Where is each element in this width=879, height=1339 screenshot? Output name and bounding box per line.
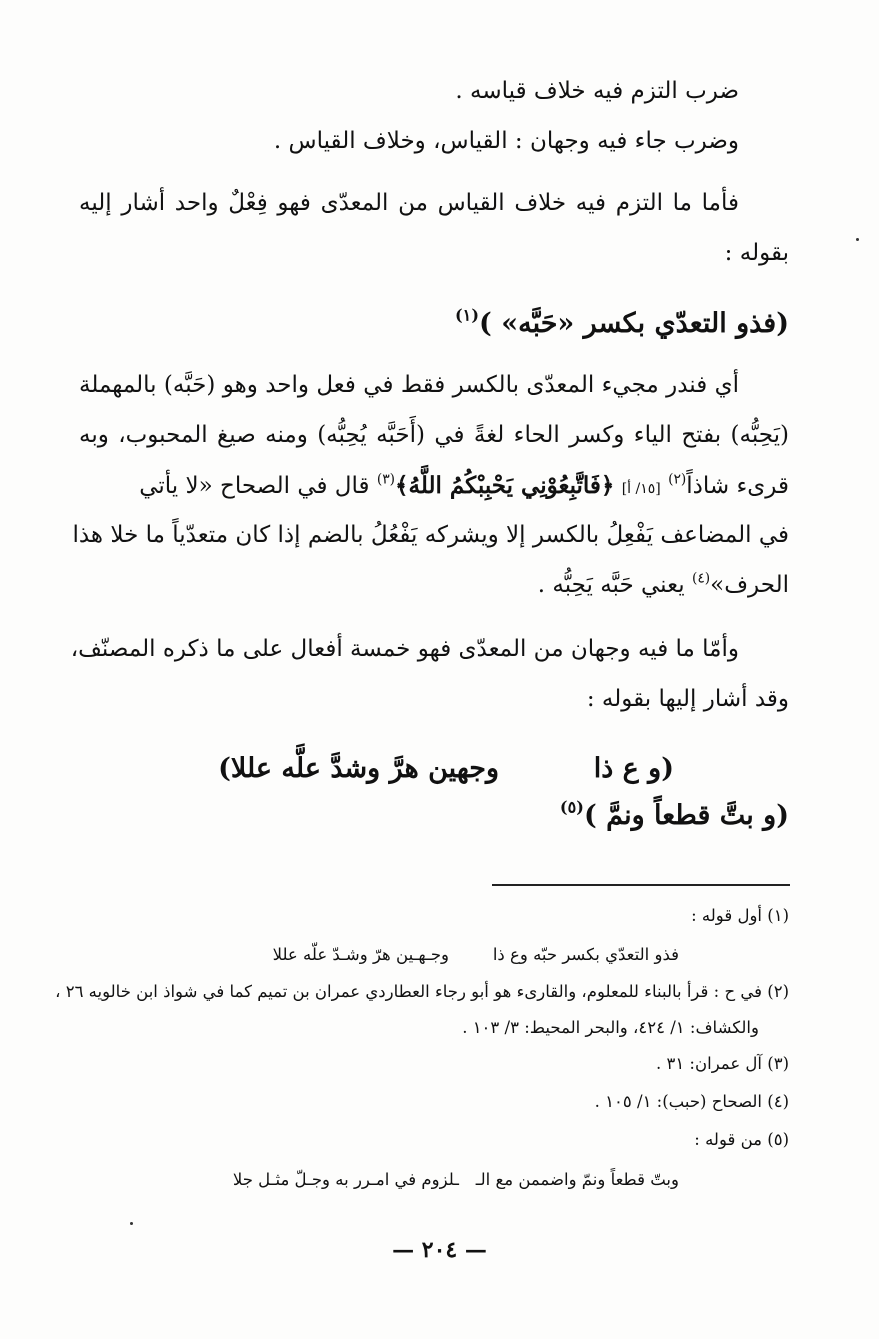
footnote-1-hemistich-1: فذو التعدّي بكسر حبّه وع ذا [492, 945, 679, 964]
verse-text: (و بتَّ قطعاً ونمَّ ) [583, 800, 789, 831]
scan-speck [130, 1222, 133, 1225]
text-span: الحرف» [710, 572, 789, 598]
verse-2-hemistich-2: وجهين هرَّ وشدَّ علَّه عللا) [218, 753, 499, 784]
text-line [538, 572, 789, 598]
footnote-ref: (١) [455, 305, 480, 325]
text-span: قال في الصحاح «لا يأتي [139, 473, 370, 499]
manuscript-ref: [١٥/ أ] [621, 481, 661, 497]
footnote-ref: (٣) [376, 471, 396, 488]
verse-2-hemistich-1: (و ع ذا [593, 753, 674, 784]
footnote-ref: (٢) [668, 471, 687, 488]
text-line: أي فندر مجيء المعدّى بالكسر فقط في فعل واحد وهو (حَبَّه) بالمهملة [79, 372, 739, 398]
footnote-4: (٤) الصحاح (حبب): ١/ ١٠٥ . [594, 1092, 789, 1111]
footnote-1-label: (١) أول قوله : [691, 906, 789, 925]
text-line: وقد أشار إليها بقوله : [586, 686, 789, 712]
scan-speck [856, 238, 859, 241]
text-line: (يَحِبُّه) بفتح الياء وكسر الحاء لغةً في (أَحَبَّه يُحِبُّه) ومنه صيغ المحبوب، وبه [79, 422, 789, 448]
footnote-ref: (٥) [559, 797, 584, 817]
text-line: في المضاعف يَفْعِلُ بالكسر إلا ويشركه يَفْعُلُ بالضم إذا كان متعدّياً ما خلا هذا [72, 522, 789, 548]
footnote-3: (٣) آل عمران: ٣١ . [655, 1054, 789, 1073]
text-line: وأمّا ما فيه وجهان من المعدّى فهو خمسة أفعال على ما ذكره المصنّف، [70, 636, 739, 662]
verse-text: (فذو التعدّي بكسر «حَبَّه» ) [479, 308, 789, 339]
footnote-2-line-2: والكشاف: ١/ ٤٢٤، والبحر المحيط: ٣/ ١٠٣ . [462, 1018, 759, 1037]
text-span: يعني حَبَّه يَحِبُّه . [537, 572, 685, 598]
verse-1 [455, 305, 789, 339]
footnote-2-line-1: (٢) في ح : قرأ بالبناء للمعلوم، والقارىء هو أبو رجاء العطاردي عمران بن تميم كما في شواذ ابن خالويه ٢٦ ، [55, 982, 789, 1001]
footnote-5-label: (٥) من قوله : [694, 1130, 789, 1149]
footnote-1-hemistich-2: وجـهـين هرّ وشـدّ علّه عللا [272, 945, 449, 964]
text-span: قرىء شاذاً [686, 473, 789, 499]
text-line: ضرب التزم فيه خلاف قياسه . [455, 78, 739, 104]
text-line: وضرب جاء فيه وجهان : القياس، وخلاف القياس . [273, 128, 739, 154]
verse-2-line-2 [559, 797, 789, 831]
page-number: — ٢٠٤ — [392, 1237, 487, 1263]
footnote-ref: (٤) [691, 570, 711, 587]
quran-quote: ﴿فَاتَّبِعُوْنِي يَحْبِبْكُمُ اللَّهُ﴾ [395, 472, 615, 499]
footnote-5-hemistich-1: وبتّ قطعاً ونمّ واضممن مع الـ [475, 1170, 679, 1189]
text-line-with-quote [139, 472, 789, 499]
text-line: فأما ما التزم فيه خلاف القياس من المعدّى فهو فِعْلٌ واحد أشار إليه [79, 190, 739, 216]
text-line: بقوله : [724, 240, 789, 266]
footnote-5-hemistich-2: ـلزوم في امـرر به وجـلّ مثـل جلا [232, 1170, 459, 1189]
footnote-separator [492, 884, 790, 886]
